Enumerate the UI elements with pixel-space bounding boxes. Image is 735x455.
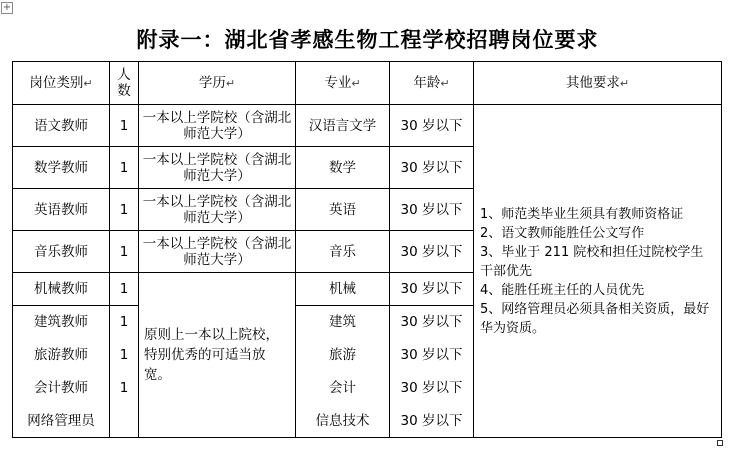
cell-category: 机械教师 bbox=[13, 273, 110, 306]
cell-age: 30 岁以下 bbox=[390, 306, 474, 339]
other-requirement-item: 5、网络管理员必须具备相关资质，最好华为资质。 bbox=[480, 301, 710, 336]
cell-education: 一本以上学院校（含湖北师范大学） bbox=[139, 231, 296, 273]
cell-age: 30 岁以下 bbox=[390, 372, 474, 405]
cell-age: 30 岁以下 bbox=[390, 405, 474, 438]
cell-major: 建筑 bbox=[296, 306, 390, 339]
cell-age: 30 岁以下 bbox=[390, 231, 474, 273]
cell-major: 音乐 bbox=[296, 231, 390, 273]
cell-count: 1 bbox=[110, 189, 139, 231]
cell-category: 会计教师 bbox=[13, 372, 110, 405]
recruitment-table bbox=[12, 61, 722, 438]
header-age: 年龄↵ bbox=[390, 62, 474, 105]
merged-education-cell: 原则上一本以上院校，特别优秀的可适当放宽。 bbox=[139, 273, 296, 438]
other-requirement-item: 2、语文教师能胜任公文写作 bbox=[480, 225, 645, 241]
header-other: 其他要求↵ bbox=[474, 62, 722, 105]
cell-count: 1 bbox=[110, 231, 139, 273]
cell-category: 英语教师 bbox=[13, 189, 110, 231]
table-move-handle-icon[interactable]: + bbox=[2, 2, 12, 13]
cell-category: 音乐教师 bbox=[13, 231, 110, 273]
cell-education: 一本以上学院校（含湖北师范大学） bbox=[139, 105, 296, 147]
cell-age: 30 岁以下 bbox=[390, 105, 474, 147]
header-count: 人数 bbox=[110, 62, 139, 105]
table-resize-handle[interactable] bbox=[717, 440, 723, 446]
cell-category: 网络管理员 bbox=[13, 405, 110, 438]
cell-education: 一本以上学院校（含湖北师范大学） bbox=[139, 189, 296, 231]
cell-category: 语文教师 bbox=[13, 105, 110, 147]
other-requirement-item: 1、师范类毕业生须具有教师资格证 bbox=[480, 206, 684, 222]
cell-count: 1 bbox=[110, 339, 139, 372]
header-major: 专业↵ bbox=[296, 62, 390, 105]
cell-major: 数学 bbox=[296, 147, 390, 189]
cell-count bbox=[110, 405, 139, 438]
other-requirement-item: 3、毕业于 211 院校和担任过院校学生干部优先 bbox=[480, 244, 704, 279]
cell-major: 汉语言文学 bbox=[296, 105, 390, 147]
cell-count: 1 bbox=[110, 105, 139, 147]
cell-age: 30 岁以下 bbox=[390, 147, 474, 189]
cell-category: 旅游教师 bbox=[13, 339, 110, 372]
other-requirement-item: 4、能胜任班主任的人员优先 bbox=[480, 282, 645, 298]
cell-count: 1 bbox=[110, 306, 139, 339]
cell-major: 信息技术 bbox=[296, 405, 390, 438]
header-category: 岗位类别↵ bbox=[13, 62, 110, 105]
cell-category: 建筑教师 bbox=[13, 306, 110, 339]
cell-major: 旅游 bbox=[296, 339, 390, 372]
cell-category: 数学教师 bbox=[13, 147, 110, 189]
cell-major: 机械 bbox=[296, 273, 390, 306]
cell-major: 英语 bbox=[296, 189, 390, 231]
cell-count: 1 bbox=[110, 147, 139, 189]
cell-age: 30 岁以下 bbox=[390, 189, 474, 231]
header-education: 学历↵ bbox=[139, 62, 296, 105]
cell-education: 一本以上学院校（含湖北师范大学） bbox=[139, 147, 296, 189]
other-requirements-cell bbox=[474, 105, 722, 438]
cell-count: 1 bbox=[110, 372, 139, 405]
header-row bbox=[13, 62, 722, 105]
cell-count: 1 bbox=[110, 273, 139, 306]
cell-age: 30 岁以下 bbox=[390, 273, 474, 306]
page-title: 附录一：湖北省孝感生物工程学校招聘岗位要求 bbox=[136, 27, 599, 52]
cell-age: 30 岁以下 bbox=[390, 339, 474, 372]
table-row bbox=[13, 105, 722, 147]
cell-major: 会计 bbox=[296, 372, 390, 405]
